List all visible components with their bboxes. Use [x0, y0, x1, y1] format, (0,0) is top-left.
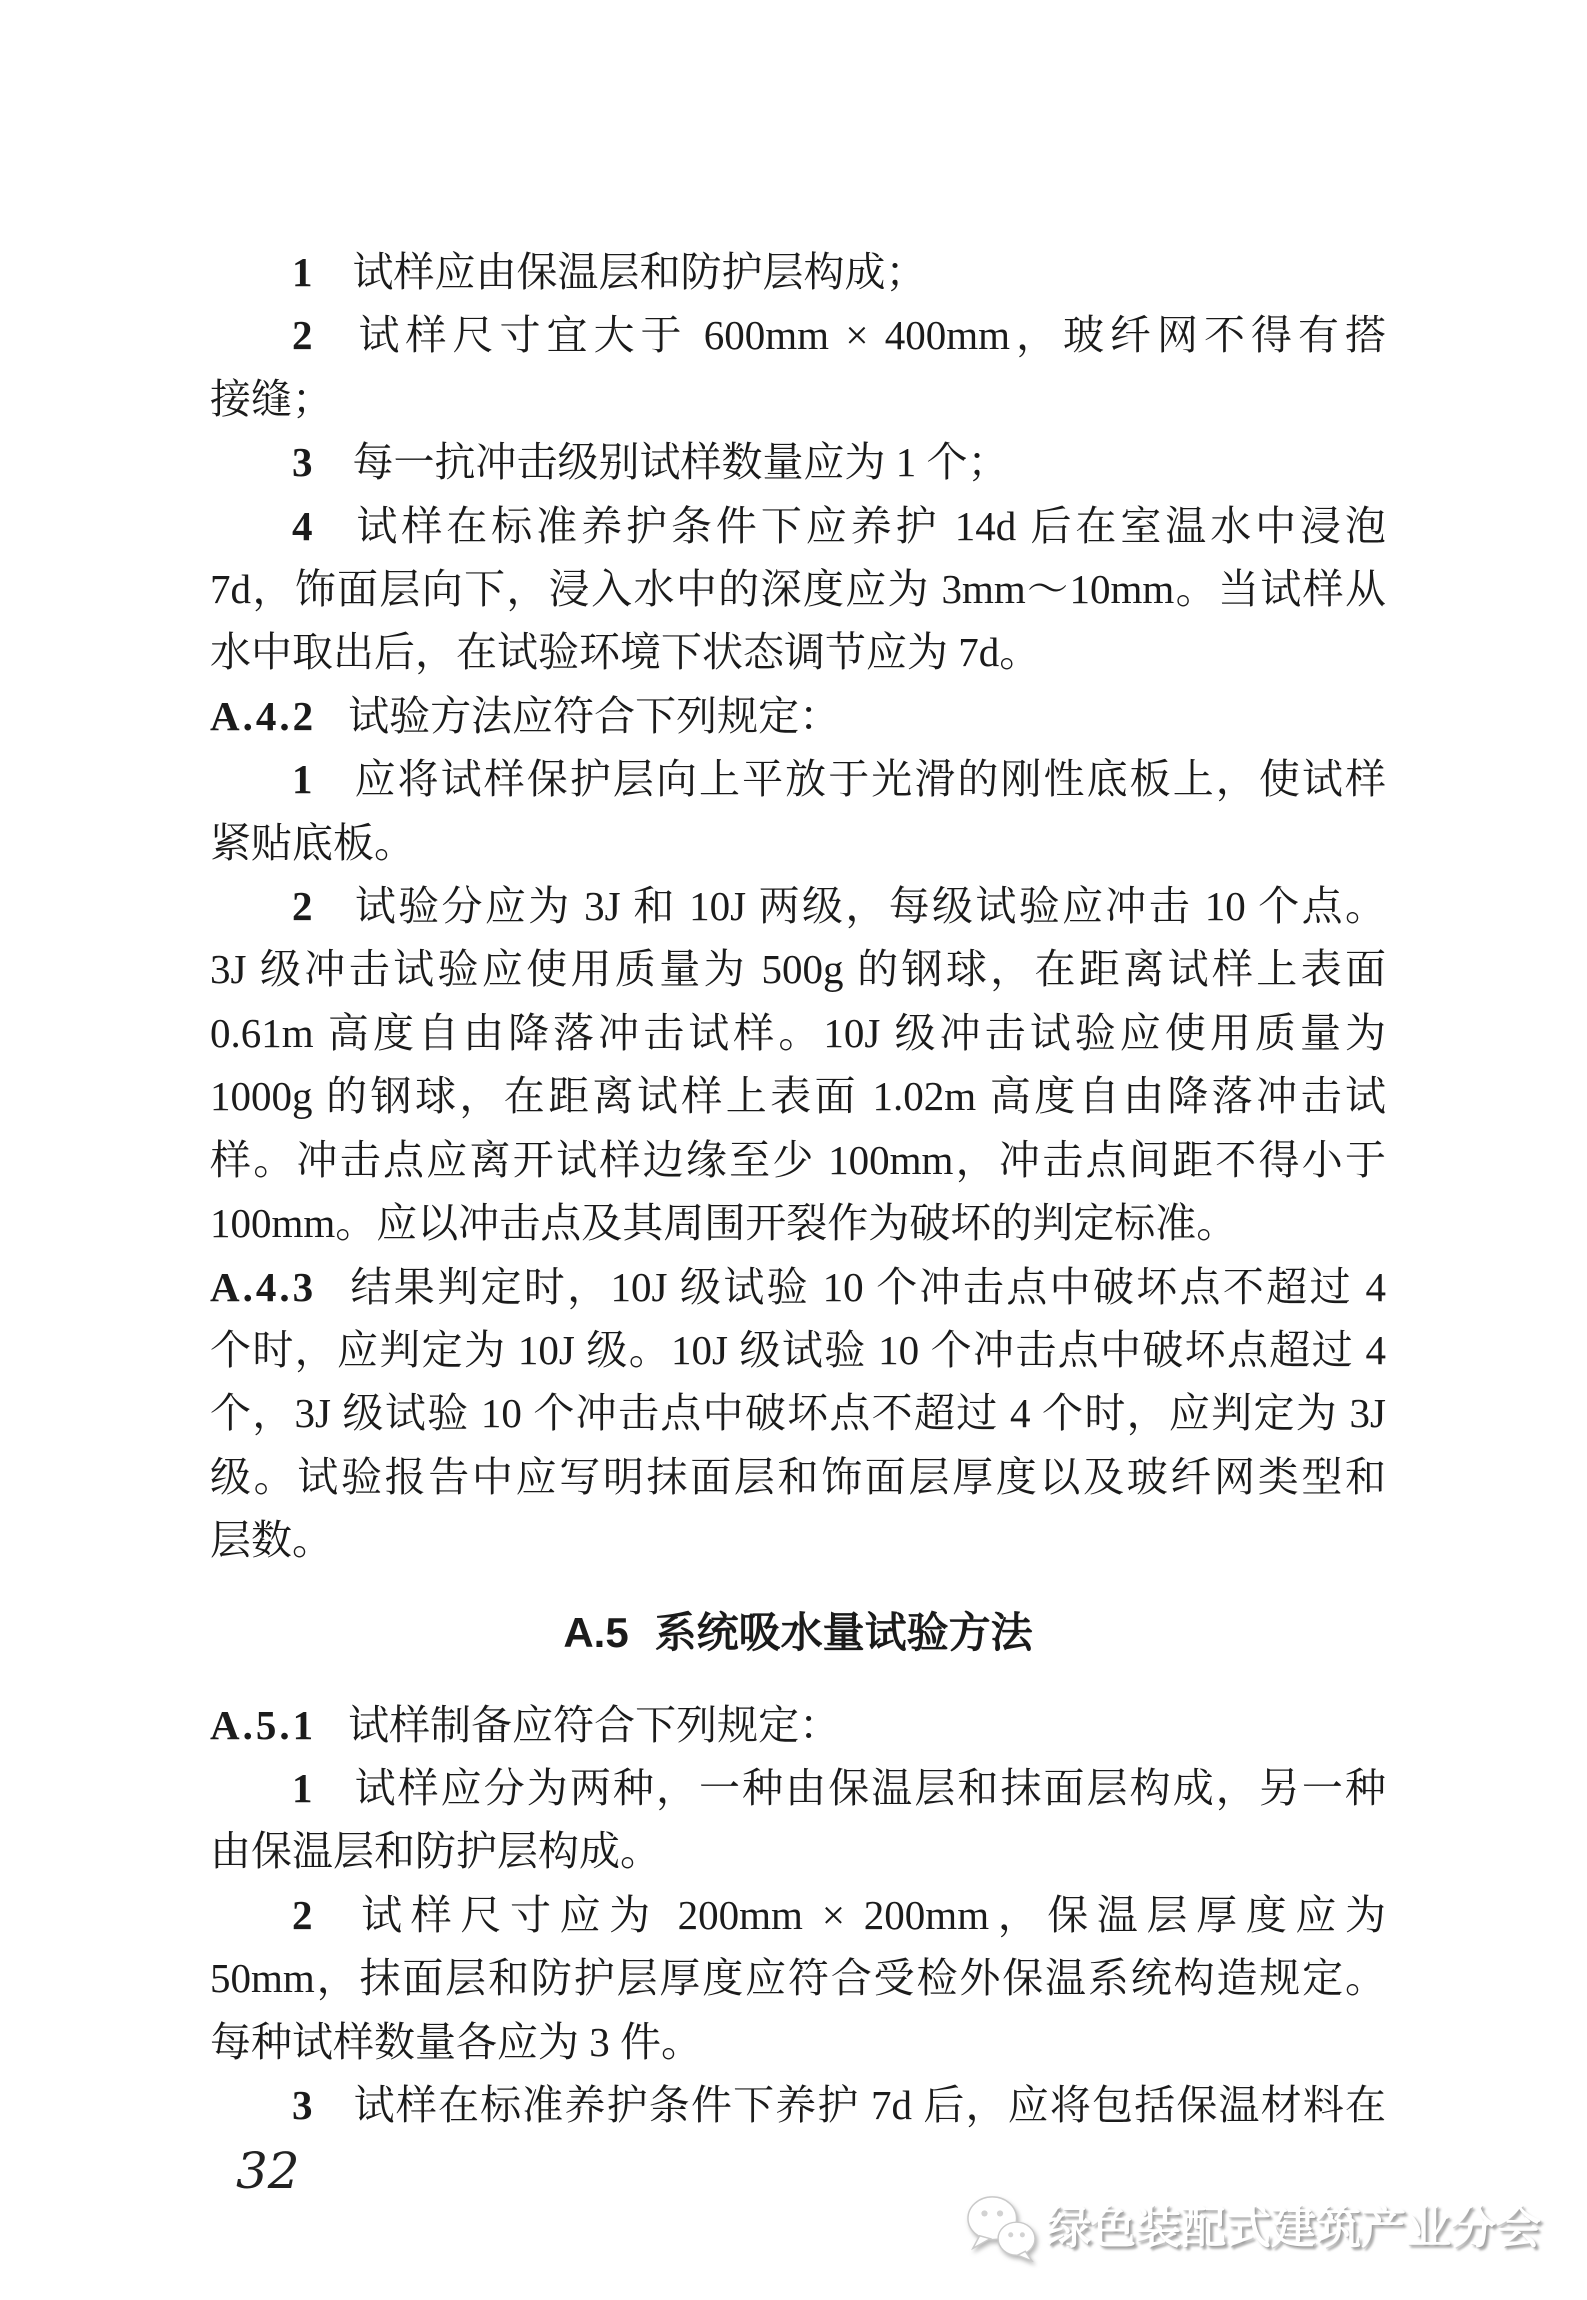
text-line [210, 2074, 1386, 2137]
text-line [210, 1509, 1386, 1572]
text-line [210, 431, 1386, 494]
text-line [210, 368, 1386, 431]
line-text: 试样应分为两种，一种由保温层和抹面层构成，另一种 [352, 1764, 1386, 1811]
line-text: 0.61m 高度自由降落冲击试样。10J 级冲击试验应使用质量为 [210, 1009, 1386, 1056]
page-number: 32 [236, 2142, 300, 2200]
text-line [210, 875, 1386, 938]
text-line [210, 1192, 1386, 1255]
text-line [210, 1820, 1386, 1883]
line-text: 3J 级冲击试验应使用质量为 500g 的钢球，在距离试样上表面 [210, 946, 1386, 993]
line-text: 100mm。应以冲击点及其周围开裂作为破坏的判定标准。 [210, 1200, 1238, 1247]
line-text: 样。冲击点应离开试样边缘至少 100mm，冲击点间距不得小于 [210, 1136, 1386, 1183]
line-text: 试验方法应符合下列规定： [348, 692, 841, 739]
text-line [210, 495, 1386, 558]
clause-line [210, 1256, 1386, 1319]
text-line [210, 748, 1386, 811]
watermark-text: 绿色装配式建筑产业分会 [1045, 2202, 1541, 2253]
watermark [966, 2193, 1541, 2263]
text-line [210, 812, 1386, 875]
text-line [210, 1884, 1386, 1947]
clause-label: A.5.1 [210, 1701, 317, 1748]
clause-line [210, 1694, 1386, 1757]
item-number: 2 [292, 1891, 313, 1938]
text-line [210, 1002, 1386, 1065]
line-text: 个，3J 级试验 10 个冲击点中破坏点不超过 4 个时，应判定为 3J [210, 1390, 1386, 1437]
text-line [210, 1319, 1386, 1382]
line-text: 每一抗冲击级别试样数量应为 1 个； [352, 439, 1009, 486]
line-text: 结果判定时，10J 级试验 10 个冲击点中破坏点不超过 4 [348, 1263, 1386, 1310]
text-column [210, 241, 1386, 2137]
line-text: 应将试样保护层向上平放于光滑的刚性底板上，使试样 [352, 756, 1386, 803]
section-heading [210, 1601, 1386, 1665]
line-text: 试样应由保温层和防护层构成； [352, 249, 927, 295]
line-text: 试样在标准养护条件下养护 7d 后，应将包括保温材料在 [352, 2081, 1386, 2128]
item-number: 1 [292, 1764, 313, 1811]
item-number: 3 [292, 2081, 313, 2128]
text-line [210, 1446, 1386, 1509]
text-line [210, 304, 1386, 367]
item-number: 4 [292, 502, 313, 549]
line-text: 接缝； [210, 375, 333, 422]
item-number: 3 [292, 439, 313, 486]
text-line [210, 938, 1386, 1001]
text-line [210, 1382, 1386, 1445]
clause-label: A.4.2 [210, 692, 317, 739]
item-number: 1 [292, 249, 313, 295]
line-text: 7d，饰面层向下，浸入水中的深度应为 3mm～10mm。当试样从 [210, 566, 1386, 613]
text-line [210, 1065, 1386, 1128]
line-text: 50mm，抹面层和防护层厚度应符合受检外保温系统构造规定。 [210, 1955, 1386, 2002]
item-number: 2 [292, 312, 313, 359]
line-text: 试样尺寸应为 200mm × 200mm，保温层厚度应为 [352, 1891, 1386, 1938]
line-text: 1000g 的钢球，在距离试样上表面 1.02m 高度自由降落冲击试 [210, 1073, 1386, 1120]
text-line [210, 558, 1386, 621]
section-heading-title: 系统吸水量试验方法 [654, 1608, 1033, 1656]
line-text: 层数。 [210, 1517, 333, 1564]
text-line [210, 1757, 1386, 1820]
line-text: 水中取出后，在试验环境下状态调节应为 7d。 [210, 629, 1041, 676]
section-heading-label: A.5 [563, 1608, 629, 1656]
line-text: 试样尺寸宜大于 600mm × 400mm，玻纤网不得有搭 [352, 312, 1386, 359]
text-line [210, 1129, 1386, 1192]
text-line [210, 621, 1386, 684]
clause-line [210, 685, 1386, 748]
line-text: 紧贴底板。 [210, 819, 415, 866]
line-text: 试样制备应符合下列规定： [348, 1701, 841, 1748]
wechat-logo-icon [966, 2194, 1036, 2262]
text-line [210, 241, 1386, 304]
clause-label: A.4.3 [210, 1263, 317, 1310]
text-line [210, 1947, 1386, 2010]
line-text: 由保温层和防护层构成。 [210, 1828, 661, 1875]
line-text: 试样在标准养护条件下应养护 14d 后在室温水中浸泡 [352, 502, 1386, 549]
line-text: 级。试验报告中应写明抹面层和饰面层厚度以及玻纤网类型和 [210, 1453, 1386, 1500]
item-number: 2 [292, 883, 313, 930]
item-number: 1 [292, 756, 313, 803]
text-line [210, 2011, 1386, 2074]
line-text: 每种试样数量各应为 3 件。 [210, 2018, 702, 2065]
line-text: 试验分应为 3J 和 10J 两级，每级试验应冲击 10 个点。 [352, 883, 1386, 930]
line-text: 个时，应判定为 10J 级。10J 级试验 10 个冲击点中破坏点超过 4 [210, 1326, 1386, 1373]
